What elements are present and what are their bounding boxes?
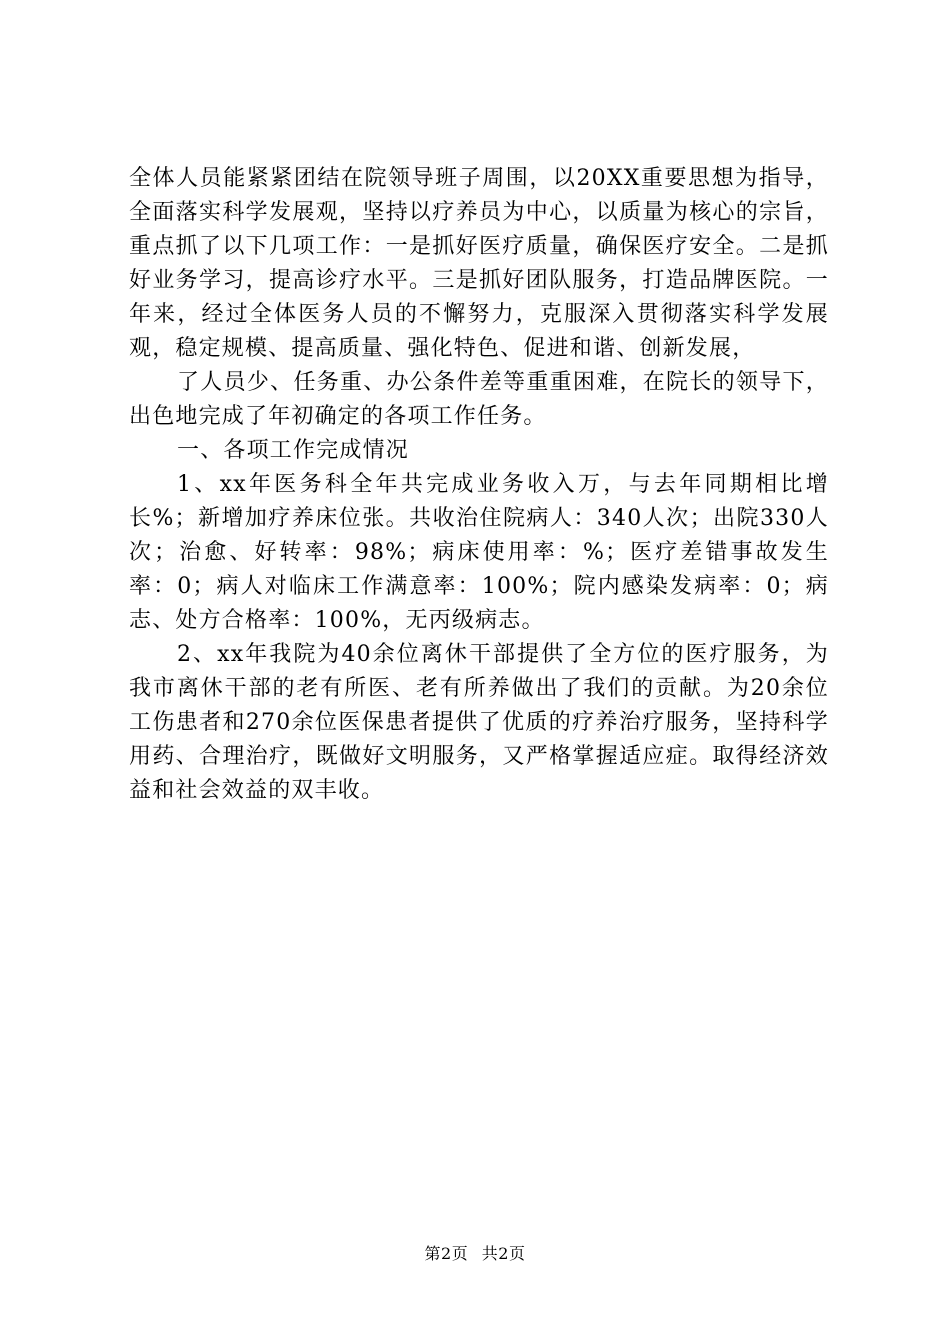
document-body (129, 162, 829, 808)
paragraph-item-2: 2、xx年我院为40余位离休干部提供了全方位的医疗服务，为我市离休干部的老有所医、老有所养做出了我们的贡献。为20余位工伤患者和270余位医保患者提供了优质的疗养治疗服务，坚持科学用药、合理治疗，既做好文明服务，又严格掌握适应症。取得经济效益和社会效益的双丰收。 (129, 642, 829, 803)
page-number-total: 共2页 (481, 1244, 526, 1263)
paragraph-intro: 全体人员能紧紧团结在院领导班子周围，以20XX重要思想为指导，全面落实科学发展观，坚持以疗养员为中心，以质量为核心的宗旨，重点抓了以下几项工作：一是抓好医疗质量，确保医疗安全。二是抓好业务学习，提高诊疗水平。三是抓好团队服务，打造品牌医院。一年来，经过全体医务人员的不懈努力，克服深入贯彻落实科学发展观，稳定规模、提高质量、强化特色、促进和谐、创新发展， (129, 166, 829, 361)
paragraph-item-1: 1、xx年医务科全年共完成业务收入万，与去年同期相比增长%；新增加疗养床位张。共收治住院病人：340人次；出院330人次；治愈、好转率：98%；病床使用率：%；医疗差错事故发生率：0；病人对临床工作满意率：100%；院内感染发病率：0；病志、处方合格率：100%，无丙级病志。 (129, 472, 829, 633)
paragraph-difficulties: 了人员少、任务重、办公条件差等重重困难，在院长的领导下，出色地完成了年初确定的各项工作任务。 (129, 370, 829, 429)
page-number-current: 第2页 (424, 1244, 469, 1263)
page-footer (0, 1244, 950, 1264)
section-heading: 一、各项工作完成情况 (177, 438, 410, 463)
